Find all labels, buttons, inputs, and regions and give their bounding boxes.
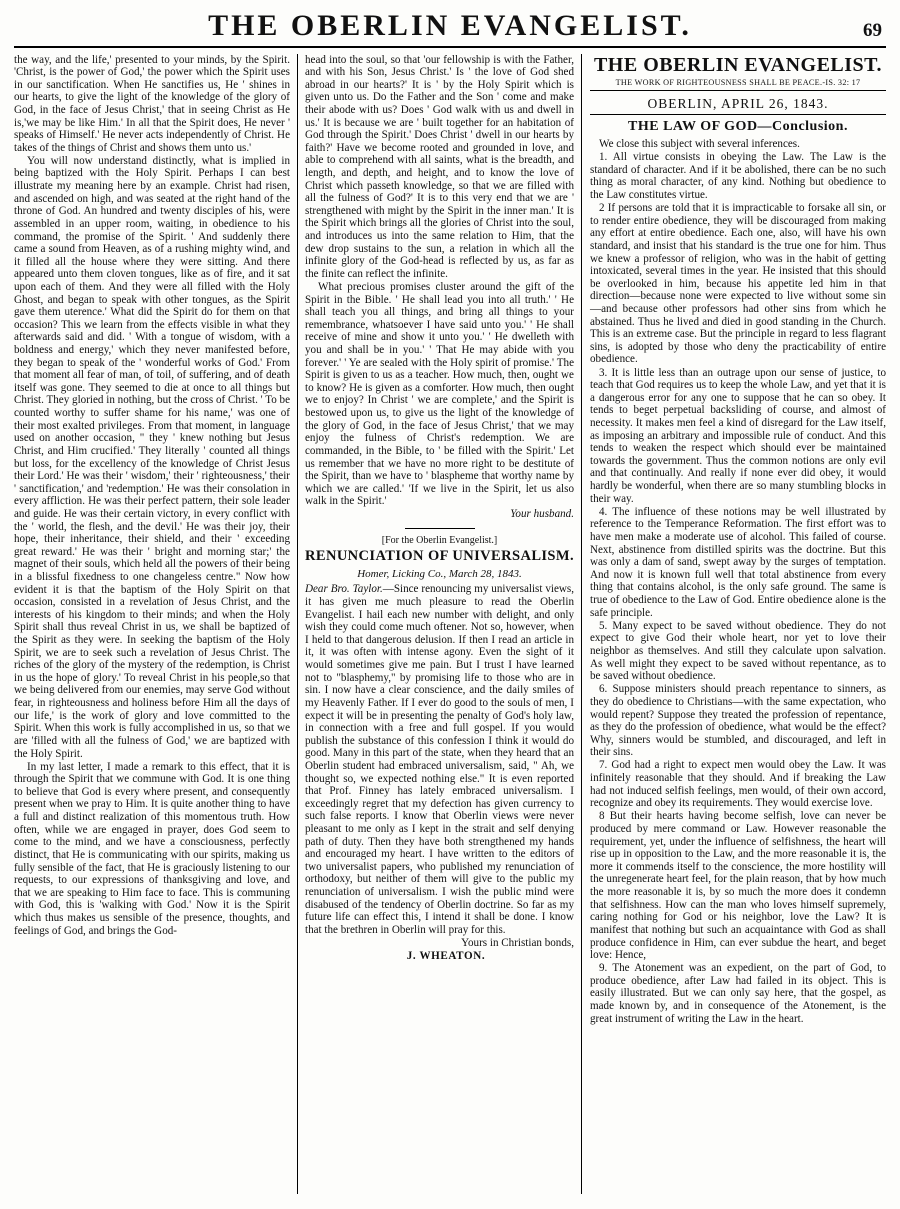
article-title: RENUNCIATION OF UNIVERSALISM.: [305, 548, 575, 565]
paragraph: head into the soul, so that 'our fellowship is with the Father, and with his Son, Jesus Christ.' Is ' the love of God shed abroad in our hearts?' It is ' by the Holy Spirit which is given unto us. Do the Father and the Son ' come and make their abode with us? Does ' God walk with us and dwell in us.' It is because we are ' built together for an habitation of God through the Spirit.' Does Christ ' dwell in our hearts by faith?' Have we become rooted and grounded in love, and able to comprehend with all saints, what is the breadth, and length, and depth, and height, and to know the love of Christ which passeth knowledge, so that we are filled with all the fulness of God?' It is to this very end that we are ' strengthened with might by the Spirit in the inner man.' It is the Spirit which brings all the glories of Christ into the soul, and introduces us into the same relation to Him, that the dew drop sustains to the sun, a relation in which all the infinite glory of the God-head is reflected by us, as far as the finite can reflect the infinite.: [305, 53, 574, 280]
paragraph: the way, and the life,' presented to your minds, by the Spirit. 'Christ, is the power of God,' the power which the Spirit uses in our sanctification. When He sanctifies us, He ' shines in our hearts, to give the light of the knowledge of the glory of God, in the face of Jesus Christ,' that in seeing Christ as He is,'we may be like Him.' In all that the Spirit does, He never ' speaks of Himself.' He never acts independently of Christ. He takes of the things of Christ and shows them unto us.': [14, 53, 290, 154]
letter-signer: J. WHEATON.: [406, 950, 486, 963]
paragraph: 8 But their hearts having become selfish, love can never be produced by mere command or Law. However reasonable the requirement, yet, under the influence of selfishness, the heart will rise up in opposition to the Law, and the more reasonable it is, the more it commends itself to the conscience, the more hostility will the unregenerate heart feel, for the plain reason, that by how much the more reasonable it is, by so much the more does it condemn that selfishness. How can the man who loves himself supremely, caring nothing for God or his neighbor, love the Law? It is manifest that nothing but such an acquaintance with God as shall produce confidence in Him, can ever subdue the heart, and beget love: Hence,: [590, 810, 886, 962]
paragraph: 5. Many expect to be saved without obedience. They do not expect to give God their whole heart, nor yet to love their neighbor as themselves. And still they calculate upon salvation. As well might they expect to be saved without repentance, as to be saved without obedience.: [590, 619, 886, 683]
section-divider: [405, 528, 475, 529]
masthead-title: THE OBERLIN EVANGELIST.: [208, 9, 692, 42]
column-two: [298, 54, 582, 1194]
dateline: Homer, Licking Co., March 28, 1843.: [357, 567, 522, 580]
paragraph: 9. The Atonement was an expedient, on the part of God, to produce obedience, after Law had failed in its object. This is easily illustrated. But we can only say here, that the gospel, as made known by, and in consequence of the Atonement, is the great instrument of writing the Law in the heart.: [590, 962, 886, 1025]
column-one: [14, 54, 298, 1194]
paragraph: 7. God had a right to expect men would obey the Law. It was infinitely reasonable that they should. And if breaking the Law had not induced selfish feelings, men would, of their own accord, recognize and obey its requirements. They would exercise love.: [590, 759, 886, 810]
editorial-title: THE LAW OF GOD—Conclusion.: [628, 119, 848, 135]
paper-title: THE OBERLIN EVANGELIST.: [593, 53, 883, 76]
masthead: [14, 10, 886, 48]
source-note: [For the Oberlin Evangelist.]: [381, 535, 498, 547]
letter-signature: Your husband.: [510, 508, 574, 521]
letter-closing: Yours in Christian bonds,: [461, 937, 574, 949]
paragraph: 3. It is little less than an outrage upon our sense of justice, to teach that God requires us to keep the whole Law, and yet that it is a dangerous error for any one to suppose that he can so obey. It tends to beget perpetual backsliding of course, and almost of necessity. It makes men feel a kind of disregard for the Law itself, as imposing an arbitrary and impossible rule of conduct. And this tends to weaken the respect which should ever be maintained towards the government. Thus the common notions are only evil and that continually. And really if none ever did obey, it would hardly be wonderful, when there are so many stumbling blocks in their way.: [590, 366, 886, 505]
salutation: Dear Bro. Taylor.: [305, 583, 383, 596]
paragraph: 2 If persons are told that it is impracticable to forsake all sin, or to render entire obedience, they will be discouraged from making any effort at entire obedience. Each one, also, will have his own standard, and insist that his standard is the true one for him. Thus we knew a professor of religion, who was in the habit of getting intoxicated, several times in the year. He insisted that this should be overlooked in him, because his appetite led him in that direction—because none were expected to live without some sin—and because other professors had other sins from which he abstained. Thus he lived and died in good standing in the Church. This is an extreme case. But the principle in regard to less flagrant sins, is adopted by those who deny the practicability of entire obedience.: [590, 202, 886, 366]
page-number: 69: [863, 19, 882, 41]
paragraph: In my last letter, I made a remark to this effect, that it is through the Spirit that we commune with God. It is one thing to believe that God is every where present, and consequently present when we pray to Him. It is quite another thing to have a full and distinct realization of this momentous truth. How often, while we are engaged in prayer, does God seem to come to the mind, and we have a consciousness, perfectly distinct, that He is communicating with our spirits, making us fully sensible of the fact, that He is graciously listening to our requests, to our expressions of thanksgiving and love, and that we are speaking to Him face to face. This is communing with God, this is 'walking with God.' Now it is the Spirit which thus makes us sensible of the presence, thoughts, and feelings of God, and brings the God-: [14, 760, 290, 937]
column-three: [582, 54, 886, 1194]
paragraph: You will now understand distinctly, what is implied in being baptized with the Holy Spirit. Perhaps I can best illustrate my meaning here by an example. Christ had risen, and ascended on high, and was seated at the right hand of the throne of God. An hundred and twenty disciples of his, were assembled in an upper room, waiting, in obedience to his command, the promise of the Spirit. ' And suddenly there came a sound from Heaven, as of a rushing mighty wind, and it filled all the house where they were sitting. And there appeared unto them cloven tongues, like as of fire, and it sat upon each of them. And they were all filled with the Holy Ghost, and began to speak with other tongues, as the Spirit gave them uterence.' What did the Spirit do for them on that occasion? This we learn from the effects visible in what they afterwards said and did. ' With a tongue of wisdom, with a boldness and energy,' which they never manifested before, they began to speak of the ' wonderful works of God.' From that moment all fear of man, of toil, of suffering, and of death itself was gone. They seemed to die at once to all things but Christ. They gloried in nothing, but the cross of Christ. ' To be counted worthy to suffer shame for his name,' was one of their most exalted privileges. From that moment, in language used on another occasion, " they ' knew nothing but Jesus Christ, and Him crucified.' They literally ' counted all things but loss, for the excellency of the knowledge of Christ Jesus their Lord.' He was their ' wisdom,' their ' righteousness,' their ' sanctification,' and 'redemption.' He was their consolation in every affliction. He was their perfect pattern, their sole leader and guide. He was their certain victory, in every conflict with the ' world, the flesh, and the devil.' He was their joy, their hope, their inheritance, their shield, and their ' exceeding great reward.' He was their ' bright and morning star;' the magnet of their souls, which held all the powers of their being in a blissful fixedness to one changeless centre." Now how evident it is that the baptism of the Holy Spirit on that occasion, consisted in a revelation of Jesus Christ, and the interests of his kingdom to their minds; and when the Holy Spirit shall thus reveal Christ in us, we shall be baptized of the Spirit as they were. In seeking the baptism of the Holy Spirit, we are to seek such a revelation of Jesus Christ. The riches of the glory of the mystery of the redemption, is Christ in us the hope of glory.' To reveal Christ in his people,so that we being delivered from our enemies, may serve God without fear, in righteousness and holiness before Him all the days of our life,' is the work of glory and love committed to the Spirit. When this work is fully accomplished in us, so that we are 'filled with all the fulness of God,' we are baptized with the Holy Spirit.: [14, 154, 290, 760]
paragraph: 1. All virtue consists in obeying the Law. The Law is the standard of character. And if it be abolished, there can be no such thing as moral character, of any kind. Nothing but obedience to the Law constitutes virtue.: [590, 151, 886, 202]
columns-container: [14, 54, 886, 1194]
paper-motto: THE WORK OF RIGHTEOUSNESS SHALL BE PEACE.-IS. 32: 17: [615, 77, 861, 87]
letter-text: —Since renouncing my universalist views, it has given me much pleasure to read the Oberlin Evangelist. I hail each new number with delight, and only wish they could come much oftener. Not so, however, when I held to that dangerous delusion. If then I read an article in it, it was often with intense agony. Even the sight of it would sometimes give me pain. But I trust I have learned not to "blasphemy," by promising life to those who are in sin. I now have a clear conscience, and the daily smiles of my Heavenly Father. If I ever do good to the souls of men, I expect it will be in presenting the penalty of God's holy law, in connection with a free and full gospel. If you would publish the substance of this confession I think it would do good. Many in this part of the state, when they heard that an Oberlin student had embraced universalism, said, " Ah, we thought so, we expected nothing else." It is even reported that Prof. Finney has lately embraced universalism. I exceedingly regret that my defection has given currency to such false reports. I know that Oberlin views were never pleasant to me only as I kept in the strait and self denying path of duty. Then they have both strengthened my hands and encouraged my heart. I have written to the editors of two universalist papers, who published my renunciation of orthodoxy, but neither of them will give to the public my renunciation of universalism. I wish the public mind were disabused of the tendency of Oberlin doctrine. So far as my future life can effect this, I intend it shall be done. I know that the brethren in Oberlin will pray for this.: [305, 583, 574, 936]
letter-body: [305, 583, 574, 936]
editorial-body: [590, 138, 886, 1025]
paper-header: [590, 54, 886, 91]
paper-place-date: OBERLIN, APRIL 26, 1843.: [590, 96, 886, 115]
paragraph: 6. Suppose ministers should preach repentance to sinners, as they do obedience to Christians—with the same expectation, who would repent? Suppose they treated the profession of repentance, as they do the profession of obedience, what would be the effect? Why, sinners would be stumbled, and discouraged, and left in their sins.: [590, 683, 886, 759]
paragraph: What precious promises cluster around the gift of the Spirit in the Bible. ' He shall lead you into all truth.' ' He shall teach you all things, and bring all things to your remembrance, whatsoever I have said unto you.' ' He shall receive of mine and show it unto you.' ' He dwelleth with you and shall be in you.' ' That He may abide with you forever.' ' Ye are sealed with the Holy spirit of promise.' The Spirit is given to us as a teacher. How much, then, ought we to know? He is given as a comforter. How much, then ought we to enjoy? In Christ ' we are complete,' and the Spirit is bestowed upon us, to give us the light of the knowledge of the glory of God, in the face of Jesus Christ,' that we may enjoy the fulness of Christ's redemption. We are commanded, in the Bible, to ' be filled with the Spirit.' Let us remember that we have no more right to be destitute of the Spirit, than we have to ' blaspheme that worthy name by which we are called.' 'If we live in the Spirit, let us also walk in the Spirit.': [305, 280, 574, 508]
paragraph: We close this subject with several inferences.: [599, 138, 800, 151]
paragraph: 4. The influence of these notions may be well illustrated by reference to the Temperance Reformation. The first effort was to have men make a moderate use of alcohol. This failed of course. Next, abstinence from distilled spirits was the doctrine. But this was only a dam of sand, swept away by the surges of temptation. And now it is known full well that total abstinence from every thing that contains alcohol, is the only safe ground. The same is true of obedience to the Law of God. Entire obedience alone is the safe principle.: [590, 505, 886, 619]
